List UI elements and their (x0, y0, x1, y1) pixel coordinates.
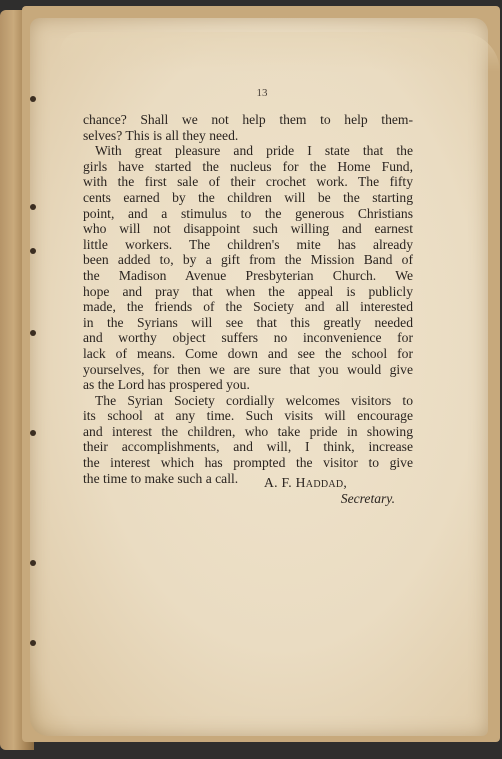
text-line: and worthy object suffers no inconvenience for (83, 330, 413, 346)
text-line: in the Syrians will see that this greatly needed (83, 314, 413, 330)
text-line: their accomplishments, and will, I think, increase (83, 439, 413, 455)
signature-title: Secretary. (340, 491, 395, 506)
text-line: the interest which has prompted the visitor to give (83, 455, 413, 471)
text-line: With great pleasure and pride I state that the (95, 143, 413, 159)
text-line: chance? Shall we not help them to help them- (83, 112, 413, 127)
text-line: been added to, by a gift from the Mission Band of (83, 252, 413, 268)
text-line: who will not disappoint such willing and earnest (83, 221, 413, 237)
text-line: The Syrian Society cordially welcomes visitors to (95, 392, 413, 408)
text-line: as the Lord has prospered you. (83, 377, 250, 393)
text-line: girls have started the nucleus for the Home Fund, (83, 158, 413, 174)
text-line: yourselves, for then we are sure that you would give (83, 361, 413, 377)
text-line: selves? This is all they need. (83, 127, 239, 143)
text-line: its school at any time. Such visits will encourage (83, 408, 413, 424)
text-line: made, the friends of the Society and all interested (83, 299, 413, 315)
text-line: cents earned by the children will be the starting (83, 189, 413, 205)
body-text (83, 112, 413, 486)
text-line: little workers. The children's mite has already (83, 236, 413, 252)
text-line: the time to make such a call. (83, 470, 239, 486)
text-line: with the first sale of their crochet work. The fifty (83, 174, 413, 190)
text-line: point, and a stimulus to the generous Christians (83, 205, 413, 221)
page-number: 13 (256, 87, 268, 99)
text-line: lack of means. Come down and see the school for (83, 345, 413, 361)
text-line: the Madison Avenue Presbyterian Church. We (83, 267, 413, 283)
text-line: and interest the children, who take pride in showing (83, 423, 413, 439)
page-stain (60, 32, 500, 72)
signature-name: A. F. Haddad, (264, 475, 348, 490)
text-line: hope and pray that when the appeal is publicly (83, 283, 413, 299)
